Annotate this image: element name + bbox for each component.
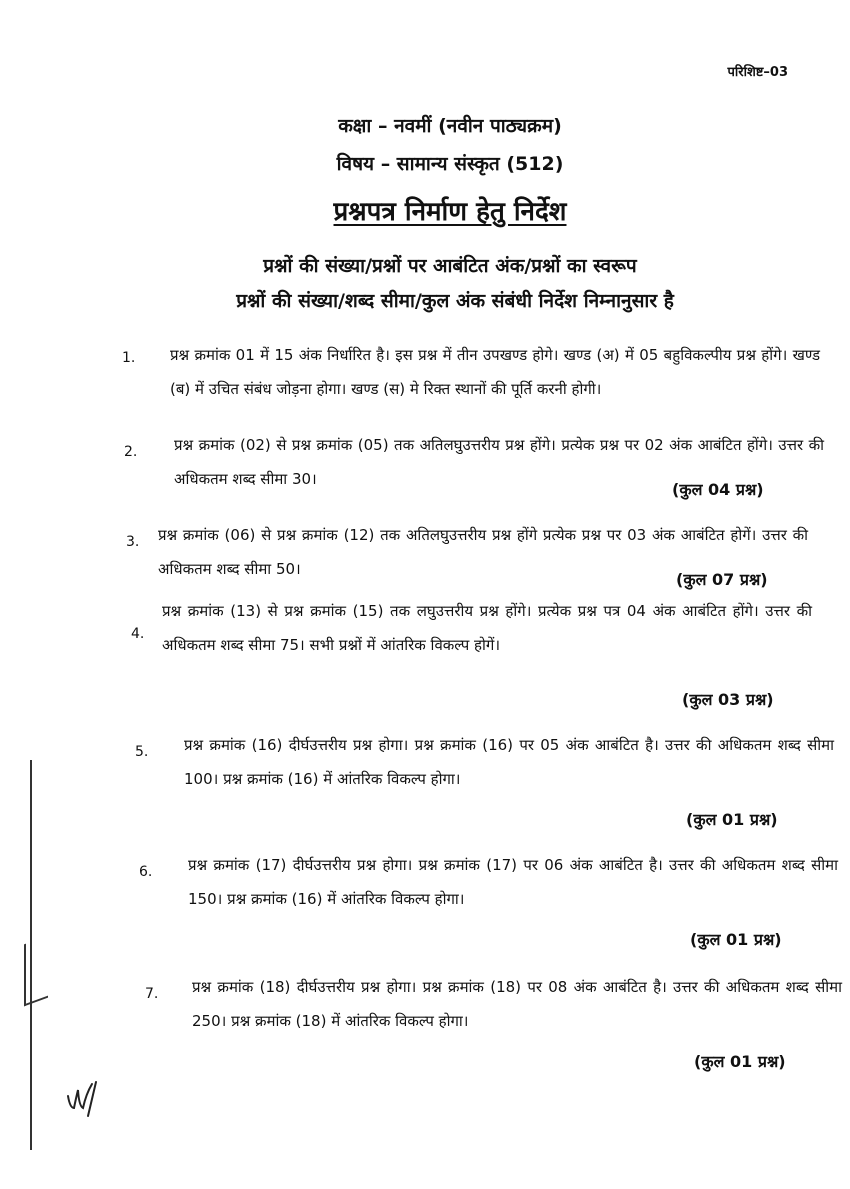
item-number: 4. (131, 626, 145, 642)
item-number: 2. (124, 444, 138, 460)
page-heading: प्रश्नपत्र निर्माण हेतु निर्देश (333, 197, 567, 227)
question-total: (कुल 01 प्रश्न) (694, 1052, 786, 1071)
item-number: 1. (122, 350, 136, 366)
appendix-label: परिशिष्ट–03 (727, 65, 788, 80)
instruction-item: प्रश्न क्रमांक (17) दीर्घउत्तरीय प्रश्न होगा। प्रश्न क्रमांक (17) पर 06 अंक आबंटित है। उत्तर की अधिकतम शब्द सीमा 150। प्रश्न क्रमांक (16) में आंतरिक विकल्प होगा। (188, 856, 838, 908)
question-total: (कुल 04 प्रश्न) (672, 480, 764, 499)
question-total: (कुल 01 प्रश्न) (690, 930, 782, 949)
item-number: 6. (139, 864, 153, 880)
instruction-item: प्रश्न क्रमांक (13) से प्रश्न क्रमांक (15) तक लघुउत्तरीय प्रश्न होंगे। प्रत्येक प्रश्न पत्र 04 अंक आबंटित होंगे। उत्तर की अधिकतम शब्द सीमा 75। सभी प्रश्नों में आंतरिक विकल्प होगें। (162, 602, 812, 654)
item-number: 5. (135, 744, 149, 760)
question-total: (कुल 01 प्रश्न) (686, 810, 778, 829)
item-number: 7. (145, 986, 159, 1002)
subject-title: विषय – सामान्य संस्कृत (512) (336, 153, 564, 175)
subheading-1: प्रश्नों की संख्या/प्रश्नों पर आबंटित अंक/प्रश्नों का स्वरूप (263, 255, 637, 277)
margin-mark (24, 936, 48, 1007)
instruction-item: प्रश्न क्रमांक (02) से प्रश्न क्रमांक (05) तक अतिलघुउत्तरीय प्रश्न होंगे। प्रत्येक प्रश्न पर 02 अंक आबंटित होंगे। उत्तर की अधिकतम शब्द सीमा 30। (174, 436, 824, 488)
class-title: कक्षा – नवमीं (नवीन पाठ्यक्रम) (338, 115, 562, 137)
subheading-2: प्रश्नों की संख्या/शब्द सीमा/कुल अंक संबंधी निर्देश निम्नानुसार है (236, 290, 674, 312)
instruction-item: प्रश्न क्रमांक (06) से प्रश्न क्रमांक (12) तक अतिलघुउत्तरीय प्रश्न होंगे प्रत्येक प्रश्न पर 03 अंक आबंटित होगें। उत्तर की अधिकतम शब्द सीमा 50। (158, 526, 808, 578)
handwritten-initial-icon (66, 1078, 110, 1118)
item-number: 3. (126, 534, 140, 550)
instruction-item: प्रश्न क्रमांक 01 में 15 अंक निर्धारित है। इस प्रश्न में तीन उपखण्ड होगे। खण्ड (अ) में 05 बहुविकल्पीय प्रश्न होंगे। खण्ड (ब) में उचित संबंध जोड़ना होगा। खण्ड (स) मे रिक्त स्थानों की पूर्ति करनी होगी। (170, 346, 820, 398)
question-total: (कुल 03 प्रश्न) (682, 690, 774, 709)
instruction-item: प्रश्न क्रमांक (16) दीर्घउत्तरीय प्रश्न होगा। प्रश्न क्रमांक (16) पर 05 अंक आबंटित है। उत्तर की अधिकतम शब्द सीमा 100। प्रश्न क्रमांक (16) में आंतरिक विकल्प होगा। (184, 736, 834, 788)
instruction-item: प्रश्न क्रमांक (18) दीर्घउत्तरीय प्रश्न होगा। प्रश्न क्रमांक (18) पर 08 अंक आबंटित है। उत्तर की अधिकतम शब्द सीमा 250। प्रश्न क्रमांक (18) में आंतरिक विकल्प होगा। (192, 978, 842, 1030)
question-total: (कुल 07 प्रश्न) (676, 570, 768, 589)
